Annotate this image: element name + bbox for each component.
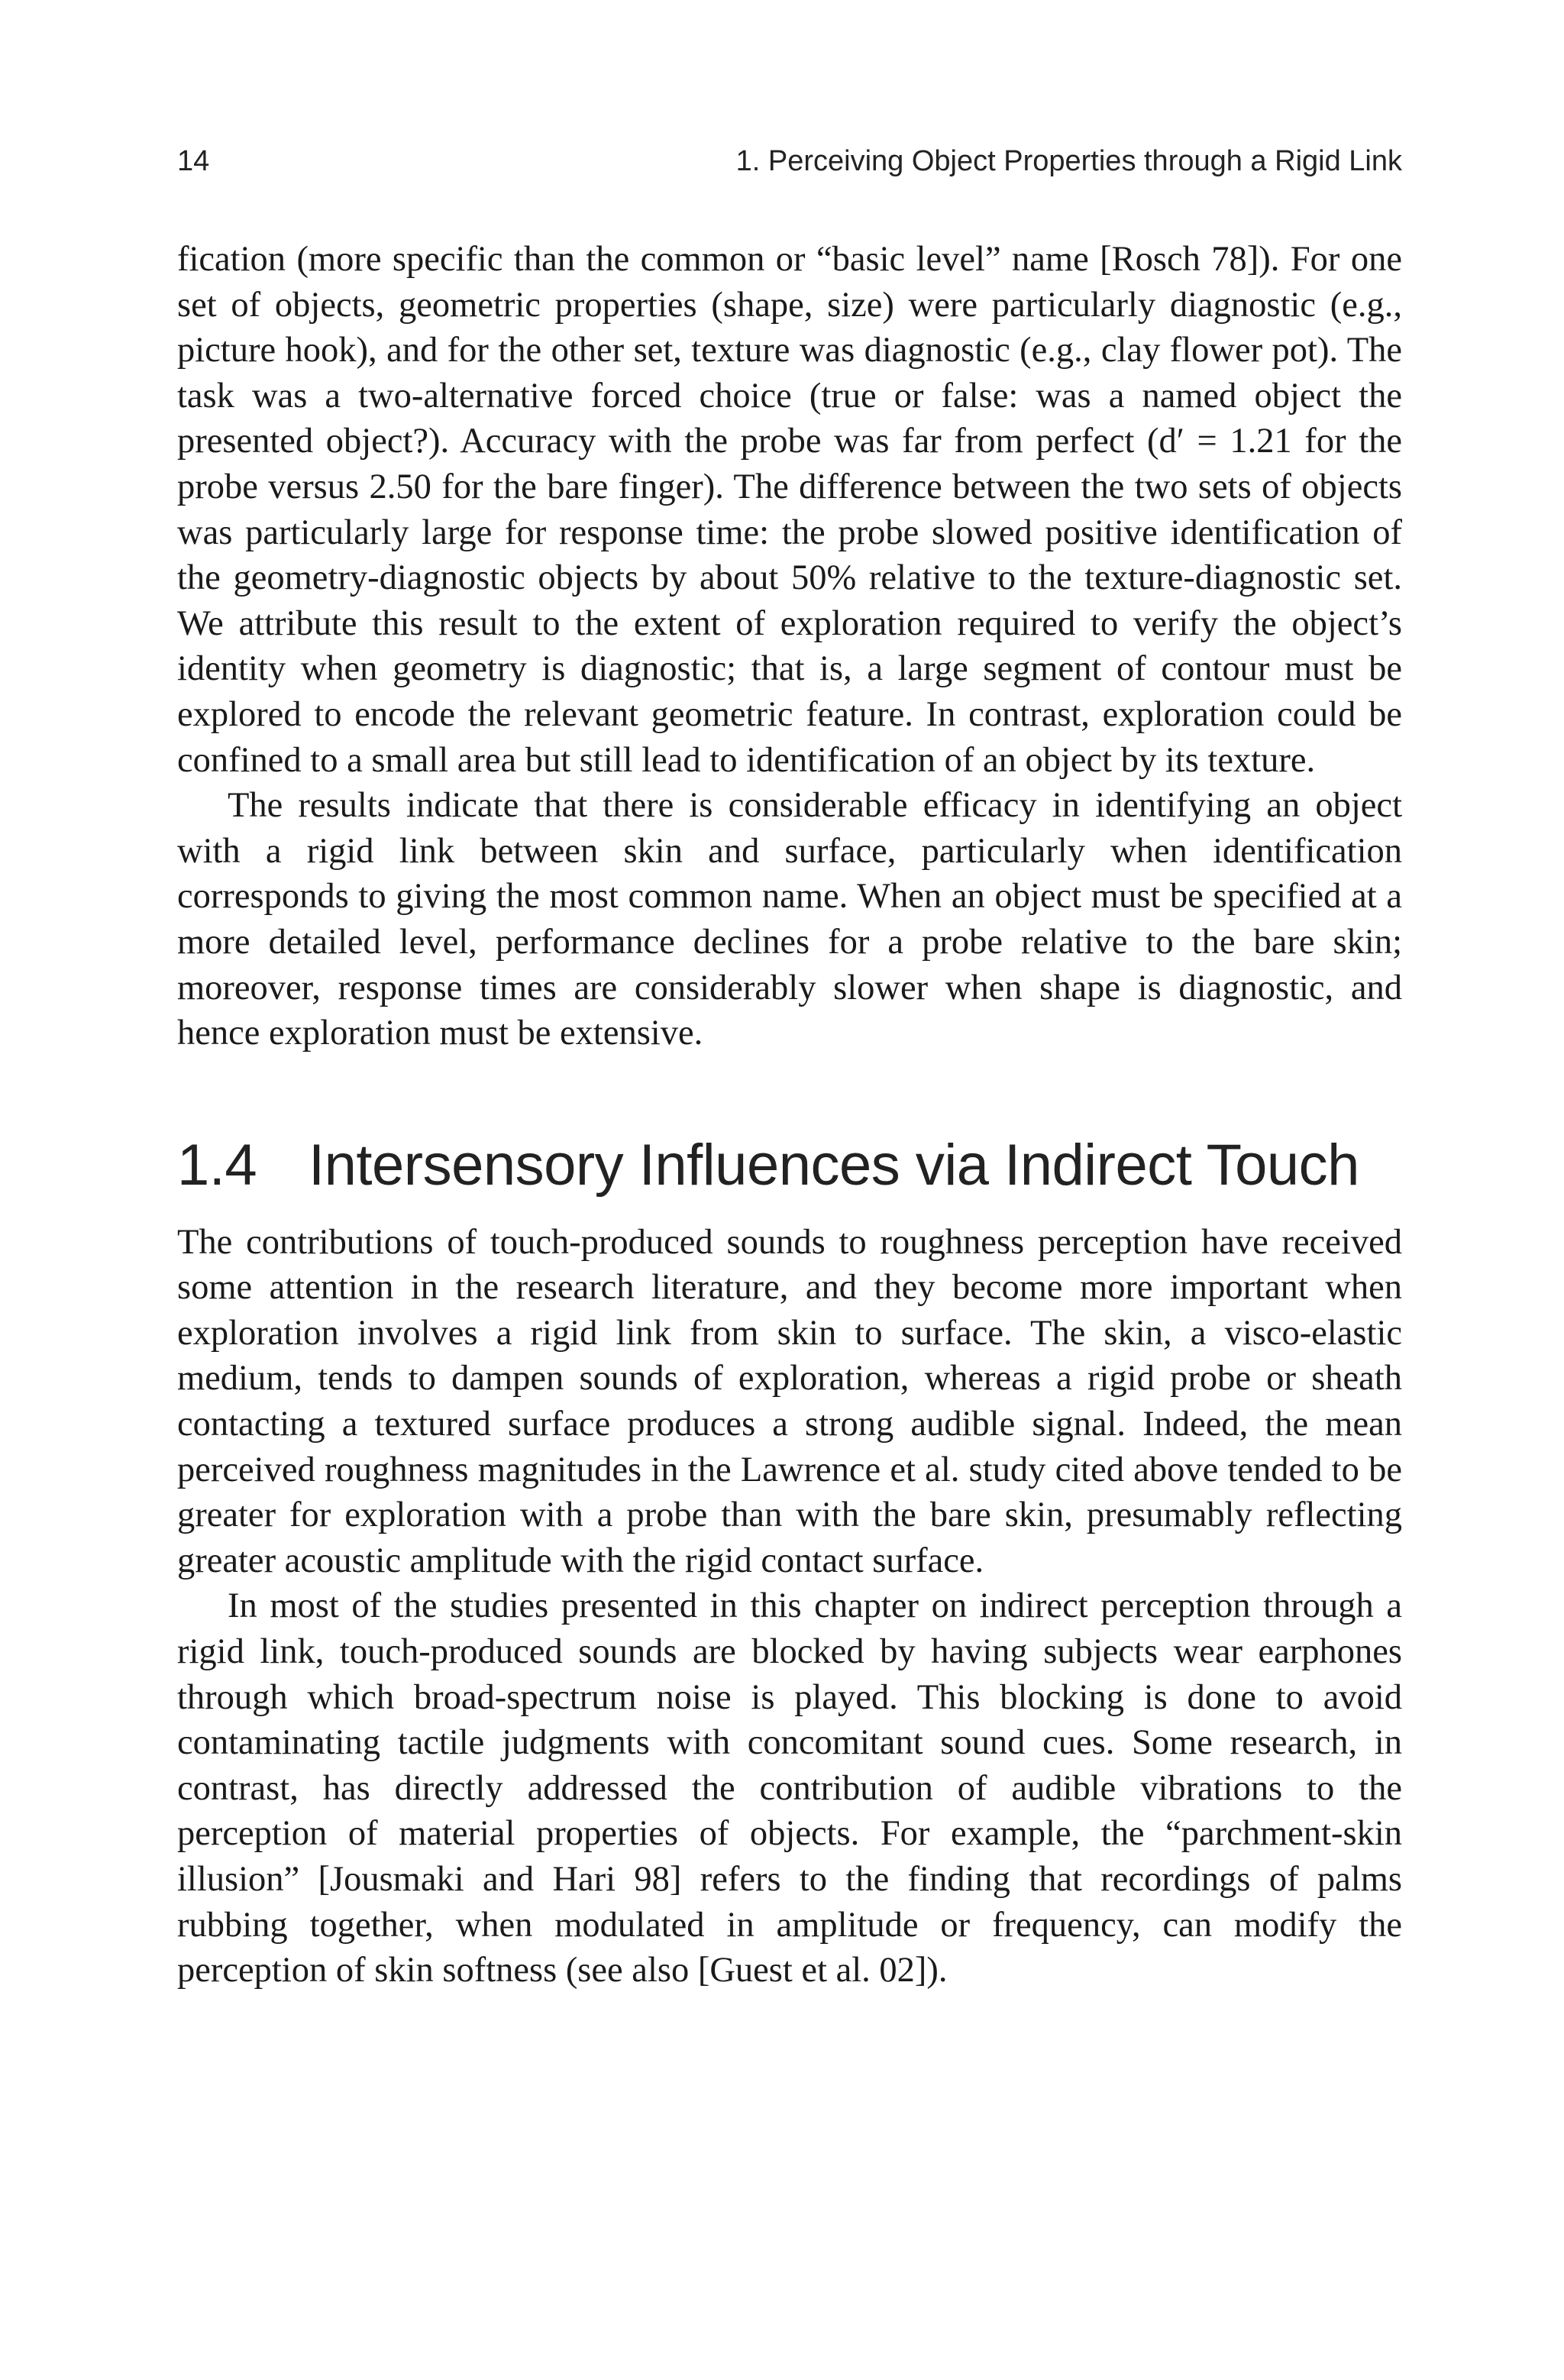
section-title: Intersensory Influences via Indirect Touch <box>309 1132 1359 1198</box>
paragraph-continued: fication (more specific than the common or “basic level” name [Rosch 78]). For one set of objects, geometric properties (shape, size) were particularly diagnostic (e.g., picture hook), and for the other set, texture was diagnostic (e.g., clay flower pot). The task was a two-alternative forced choice (true or false: was a named object the presented object?). Accuracy with the probe was far from perfect (d′ = 1.21 for the probe versus 2.50 for the bare finger). The difference between the two sets of objects was particularly large for response time: the probe slowed positive identification of the geometry-diagnostic objects by about 50% relative to the texture-diagnostic set. We attribute this result to the extent of exploration required to verify the object’s identity when geometry is diagnostic; that is, a large segment of contour must be explored to encode the relevant geometric feature. In contrast, exploration could be confined to a small area but still lead to identification of an object by its texture. <box>177 240 1402 780</box>
paragraph-studies: In most of the studies presented in this chapter on indirect perception through a rigid link, touch-produced sounds are blocked by having subjects wear earphones through which broad-spectrum noise is played. This blocking is done to avoid contaminating tactile judgments with concomitant sound cues. Some research, in contrast, has directly addressed the contribution of audible vibrations to the perception of material properties of objects. For example, the “parchment-skin illusion” [Jousmaki and Hari 98] refers to the finding that recordings of palms rubbing together, when modulated in amplitude or frequency, can modify the perception of skin softness (see also [Guest et al. 02]). <box>177 1586 1402 1990</box>
book-page <box>177 145 1402 1994</box>
chapter-title: 1. Perceiving Object Properties through a Rigid Link <box>735 145 1402 177</box>
running-head <box>177 145 1402 191</box>
paragraph-contributions: The contributions of touch-produced sounds to roughness perception have received some attention in the research literature, and they become more important when exploration involves a rigid link from skin to surface. The skin, a visco-elastic medium, tends to dampen sounds of exploration, whereas a rigid probe or sheath contacting a textured surface produces a strong audible signal. Indeed, the mean perceived roughness magnitudes in the Lawrence et al. study cited above tended to be greater for exploration with a probe than with the bare skin, presumably reflecting greater acoustic amplitude with the rigid contact surface. <box>177 1222 1402 1580</box>
section-number: 1.4 <box>177 1132 257 1198</box>
paragraph-results: The results indicate that there is considerable efficacy in identifying an object with a rigid link between skin and surface, particularly when identification corresponds to giving the most common name. When an object must be specified at a more detailed level, performance declines for a probe relative to the bare skin; moreover, response times are considerably slower when shape is diagnostic, and hence exploration must be extensive. <box>177 786 1402 1053</box>
section-heading <box>177 1131 1402 1200</box>
page-number: 14 <box>177 145 210 177</box>
